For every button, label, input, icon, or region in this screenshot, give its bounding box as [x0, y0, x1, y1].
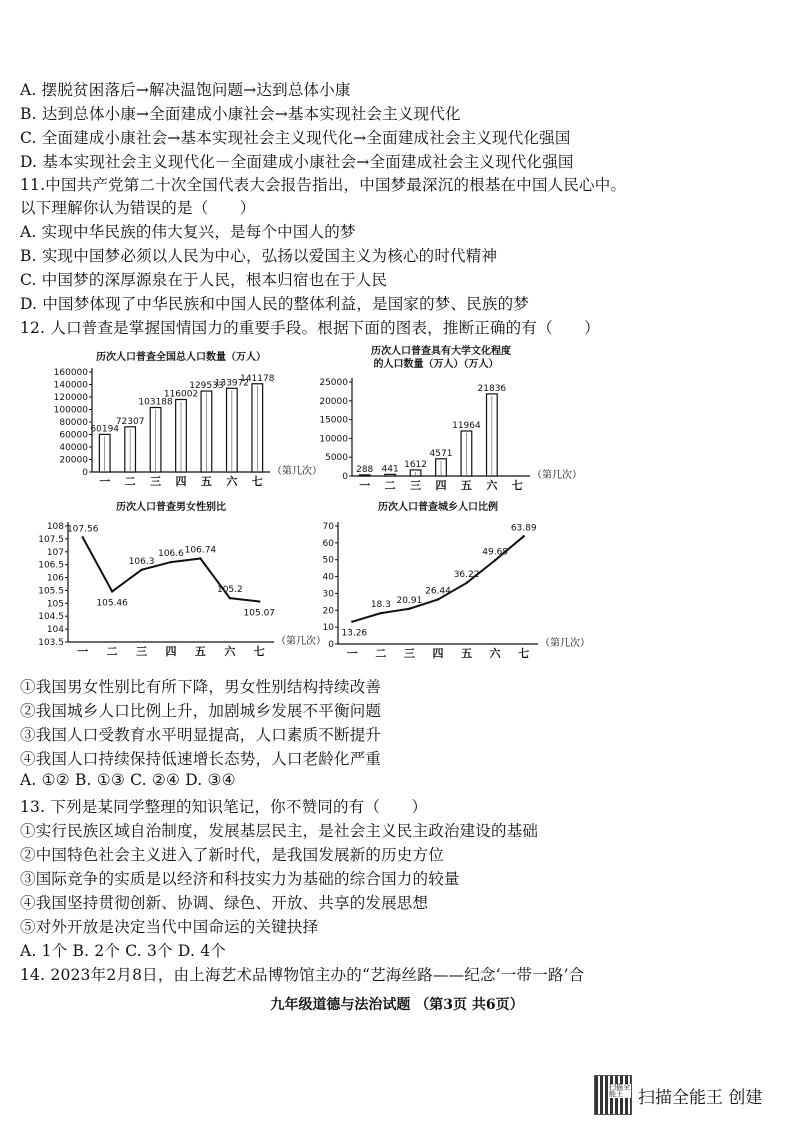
chart-title: 历次人口普查男女性别比	[116, 502, 226, 513]
data-label: 103188	[138, 397, 173, 408]
x-tick-label: 二	[384, 479, 396, 492]
qr-code-label: 扫描全能王	[609, 1083, 630, 1098]
y-tick-label: 103.5	[38, 638, 64, 648]
statement-line: ④我国人口持续保持低速增长态势，人口老龄化严重	[20, 750, 382, 768]
y-tick-label: 140000	[53, 380, 88, 391]
y-tick-label: 40000	[59, 443, 88, 453]
data-point	[523, 535, 525, 537]
qr-code-icon	[594, 1075, 632, 1115]
x-tick-label: 一	[99, 475, 111, 488]
y-tick-label: 20000	[59, 455, 88, 466]
answer-options: A. ①② B. ①③ C. ②④ D. ③④	[20, 771, 236, 789]
y-tick-label: 10000	[319, 434, 348, 445]
data-point	[111, 590, 113, 592]
data-label: 105.46	[96, 598, 128, 609]
x-tick-label: 五	[194, 645, 206, 658]
chart-title: 历次人口普查具有大学文化程度	[371, 346, 511, 357]
data-label: 107.56	[66, 524, 99, 535]
y-tick-label: 120000	[53, 393, 88, 403]
y-tick-label: 70	[322, 522, 334, 532]
y-tick-label: 107	[46, 547, 64, 558]
data-label: 4571	[429, 448, 453, 459]
data-label: 21836	[477, 383, 507, 394]
option-line: A. 实现中华民族的伟大复兴，是每个中国人的梦	[20, 223, 356, 241]
data-point	[229, 597, 231, 599]
y-tick-label: 105.5	[38, 586, 64, 597]
data-label: 129533	[189, 381, 224, 392]
chart-sex-ratio	[30, 496, 326, 666]
data-label: 133972	[214, 378, 250, 389]
y-tick-label: 15000	[319, 415, 348, 426]
data-label: 63.89	[510, 523, 537, 534]
x-tick-label: 三	[403, 647, 415, 660]
y-tick-label: 105	[46, 599, 64, 610]
x-tick-label: 四	[165, 645, 177, 658]
data-label: 20.91	[396, 595, 423, 606]
data-label: 441	[381, 464, 399, 475]
y-tick-label: 80000	[59, 418, 88, 428]
x-tick-label: 二	[375, 647, 387, 660]
x-tick-label: 七	[518, 647, 530, 660]
x-tick-label: 四	[432, 647, 444, 660]
data-point	[351, 620, 353, 622]
x-tick-label: 七	[251, 475, 263, 488]
data-label: 288	[356, 464, 374, 475]
data-label: 49.68	[482, 547, 509, 558]
data-label: 116002	[163, 389, 199, 400]
x-tick-label: 二	[124, 475, 136, 488]
option-line: D. 基本实现社会主义现代化－全面建成小康社会→全面建成社会主义现代化强国	[20, 153, 574, 171]
question-14-stem: 14. 2023年2月8日，由上海艺术品博物馆主办的“艺海丝路——纪念‘一带一路’合	[20, 966, 585, 984]
x-tick-label: 五	[200, 475, 212, 488]
data-point	[494, 559, 496, 561]
x-tick-label: 五	[460, 479, 472, 492]
x-tick-label: 六	[489, 647, 501, 660]
x-tick-label: 二	[106, 645, 118, 658]
data-point	[258, 600, 260, 602]
y-tick-label: 60	[322, 538, 334, 549]
data-label: 106.74	[184, 545, 217, 556]
question-11-prompt: 以下理解你认为错误的是（ ）	[20, 199, 256, 217]
data-point	[380, 612, 382, 614]
data-label: 106.6	[158, 549, 184, 560]
y-tick-label: 106	[46, 573, 64, 584]
chart-sex-ratio-svg	[30, 496, 326, 666]
y-tick-label: 0	[342, 472, 348, 482]
x-tick-label: 六	[486, 479, 498, 492]
statement-line: ②我国城乡人口比例上升，加剧城乡发展不平衡问题	[20, 702, 382, 720]
data-label: 1612	[404, 459, 428, 470]
y-tick-label: 20	[322, 606, 334, 617]
x-tick-label: 七	[511, 479, 523, 492]
y-tick-label: 106.5	[38, 560, 64, 571]
watermark-text: 扫描全能王 创建	[638, 1088, 763, 1108]
data-label: 72307	[115, 416, 145, 427]
x-tick-label: 三	[150, 475, 162, 488]
chart-urban-ratio	[300, 496, 600, 666]
option-line: C. 中国梦的深厚源泉在于人民，根本归宿也在于人民	[20, 271, 388, 289]
statement-line: ⑤对外开放是决定当代中国命运的关键抉择	[20, 918, 319, 936]
option-line: A. 摆脱贫困落后→解决温饱问题→达到总体小康	[20, 81, 351, 99]
x-tick-label: 四	[175, 475, 187, 488]
data-point	[437, 598, 439, 600]
data-label: 36.22	[453, 569, 480, 580]
x-tick-label: 七	[253, 645, 265, 658]
chart-title: 历次人口普查城乡人口比例	[378, 502, 498, 513]
answer-options: A. 1个 B. 2个 C. 3个 D. 4个	[20, 942, 227, 960]
bar	[359, 475, 370, 476]
y-tick-label: 30	[322, 589, 334, 600]
data-label: 105.07	[243, 608, 276, 619]
data-point	[199, 557, 201, 559]
data-point	[140, 569, 142, 571]
y-tick-label: 108	[46, 522, 64, 532]
data-point	[408, 608, 410, 610]
scanner-watermark	[594, 1075, 784, 1115]
x-axis-label: （第几次）	[532, 470, 582, 481]
y-tick-label: 20000	[319, 396, 348, 407]
chart-total-population	[30, 346, 322, 496]
y-tick-label: 104.5	[38, 612, 64, 623]
statement-line: ②中国特色社会主义进入了新时代，是我国发展新的历史方位	[20, 846, 444, 864]
x-axis-label: （第几次）	[272, 466, 322, 477]
question-11-stem: 11.中国共产党第二十次全国代表大会报告指出，中国梦最深沉的根基在中国人民心中。	[20, 176, 627, 194]
y-tick-label: 0	[328, 640, 334, 650]
data-point	[82, 536, 84, 538]
x-tick-label: 一	[359, 479, 371, 492]
statement-line: ③我国人口受教育水平明显提高，人口素质不断提升	[20, 726, 382, 744]
y-tick-label: 107.5	[38, 534, 64, 545]
data-label: 18.3	[370, 600, 391, 611]
option-line: C. 全面建成小康社会→基本实现社会主义现代化→全面建成社会主义现代化强国	[20, 129, 571, 147]
chart-title: 的人口数量（万人）（万人）	[373, 359, 499, 370]
chart-urban-ratio-svg	[300, 496, 600, 666]
data-label: 106.3	[128, 556, 155, 567]
data-label: 26.44	[425, 586, 451, 597]
bar	[385, 474, 396, 476]
data-point	[170, 561, 172, 563]
data-label: 13.26	[341, 628, 368, 639]
x-tick-label: 一	[346, 647, 358, 660]
chart-university-population	[300, 342, 600, 497]
y-tick-label: 0	[82, 468, 88, 478]
statement-line: ①我国男女性别比有所下降，男女性别结构持续改善	[20, 678, 382, 696]
x-tick-label: 三	[410, 479, 422, 492]
question-13-stem: 13. 下列是某同学整理的知识笔记，你不赞同的有（ ）	[20, 798, 428, 816]
question-12-stem: 12. 人口普查是掌握国情国力的重要手段。根据下面的图表，推断正确的有（ ）	[20, 319, 600, 337]
data-label: 105.2	[216, 585, 243, 596]
option-line: B. 实现中国梦必须以人民为中心，弘扬以爱国主义为核心的时代精神	[20, 247, 498, 265]
statement-line: ③国际竞争的实质是以经济和科技实力为基础的综合国力的较量	[20, 870, 460, 888]
option-line: B. 达到总体小康→全面建成小康社会→基本实现社会主义现代化	[20, 105, 461, 123]
chart-total-population-svg	[30, 346, 322, 496]
y-tick-label: 100000	[53, 405, 88, 416]
y-tick-label: 60000	[59, 430, 88, 441]
option-line: D. 中国梦体现了中华民族和中国人民的整体利益，是国家的梦、民族的梦	[20, 295, 530, 313]
data-label: 11964	[452, 421, 481, 432]
chart-title: 历次人口普查全国总人口数量（万人）	[96, 352, 266, 363]
x-tick-label: 三	[136, 645, 148, 658]
x-tick-label: 一	[77, 645, 89, 658]
page-footer: 九年级道德与法治试题 （第3页 共6页）	[270, 997, 524, 1013]
y-tick-label: 5000	[325, 453, 348, 464]
statement-line: ④我国坚持贯彻创新、协调、绿色、开放、共享的发展思想	[20, 894, 429, 912]
y-tick-label: 104	[46, 625, 64, 636]
statement-line: ①实行民族区域自治制度，发展基层民主，是社会主义民主政治建设的基础	[20, 822, 539, 840]
data-label: 141178	[240, 373, 275, 384]
y-tick-label: 10	[322, 623, 334, 634]
x-tick-label: 五	[461, 647, 473, 660]
data-point	[465, 582, 467, 584]
data-label: 60194	[90, 424, 120, 435]
y-tick-label: 50	[322, 555, 334, 566]
chart-university-population-svg	[300, 342, 600, 497]
x-tick-label: 四	[435, 479, 447, 492]
x-axis-label: （第几次）	[276, 636, 326, 647]
x-axis-label: （第几次）	[540, 638, 590, 649]
x-tick-label: 六	[224, 645, 236, 658]
y-tick-label: 40	[322, 572, 334, 583]
y-tick-label: 160000	[53, 368, 88, 378]
x-tick-label: 六	[226, 475, 238, 488]
y-tick-label: 25000	[319, 378, 348, 388]
